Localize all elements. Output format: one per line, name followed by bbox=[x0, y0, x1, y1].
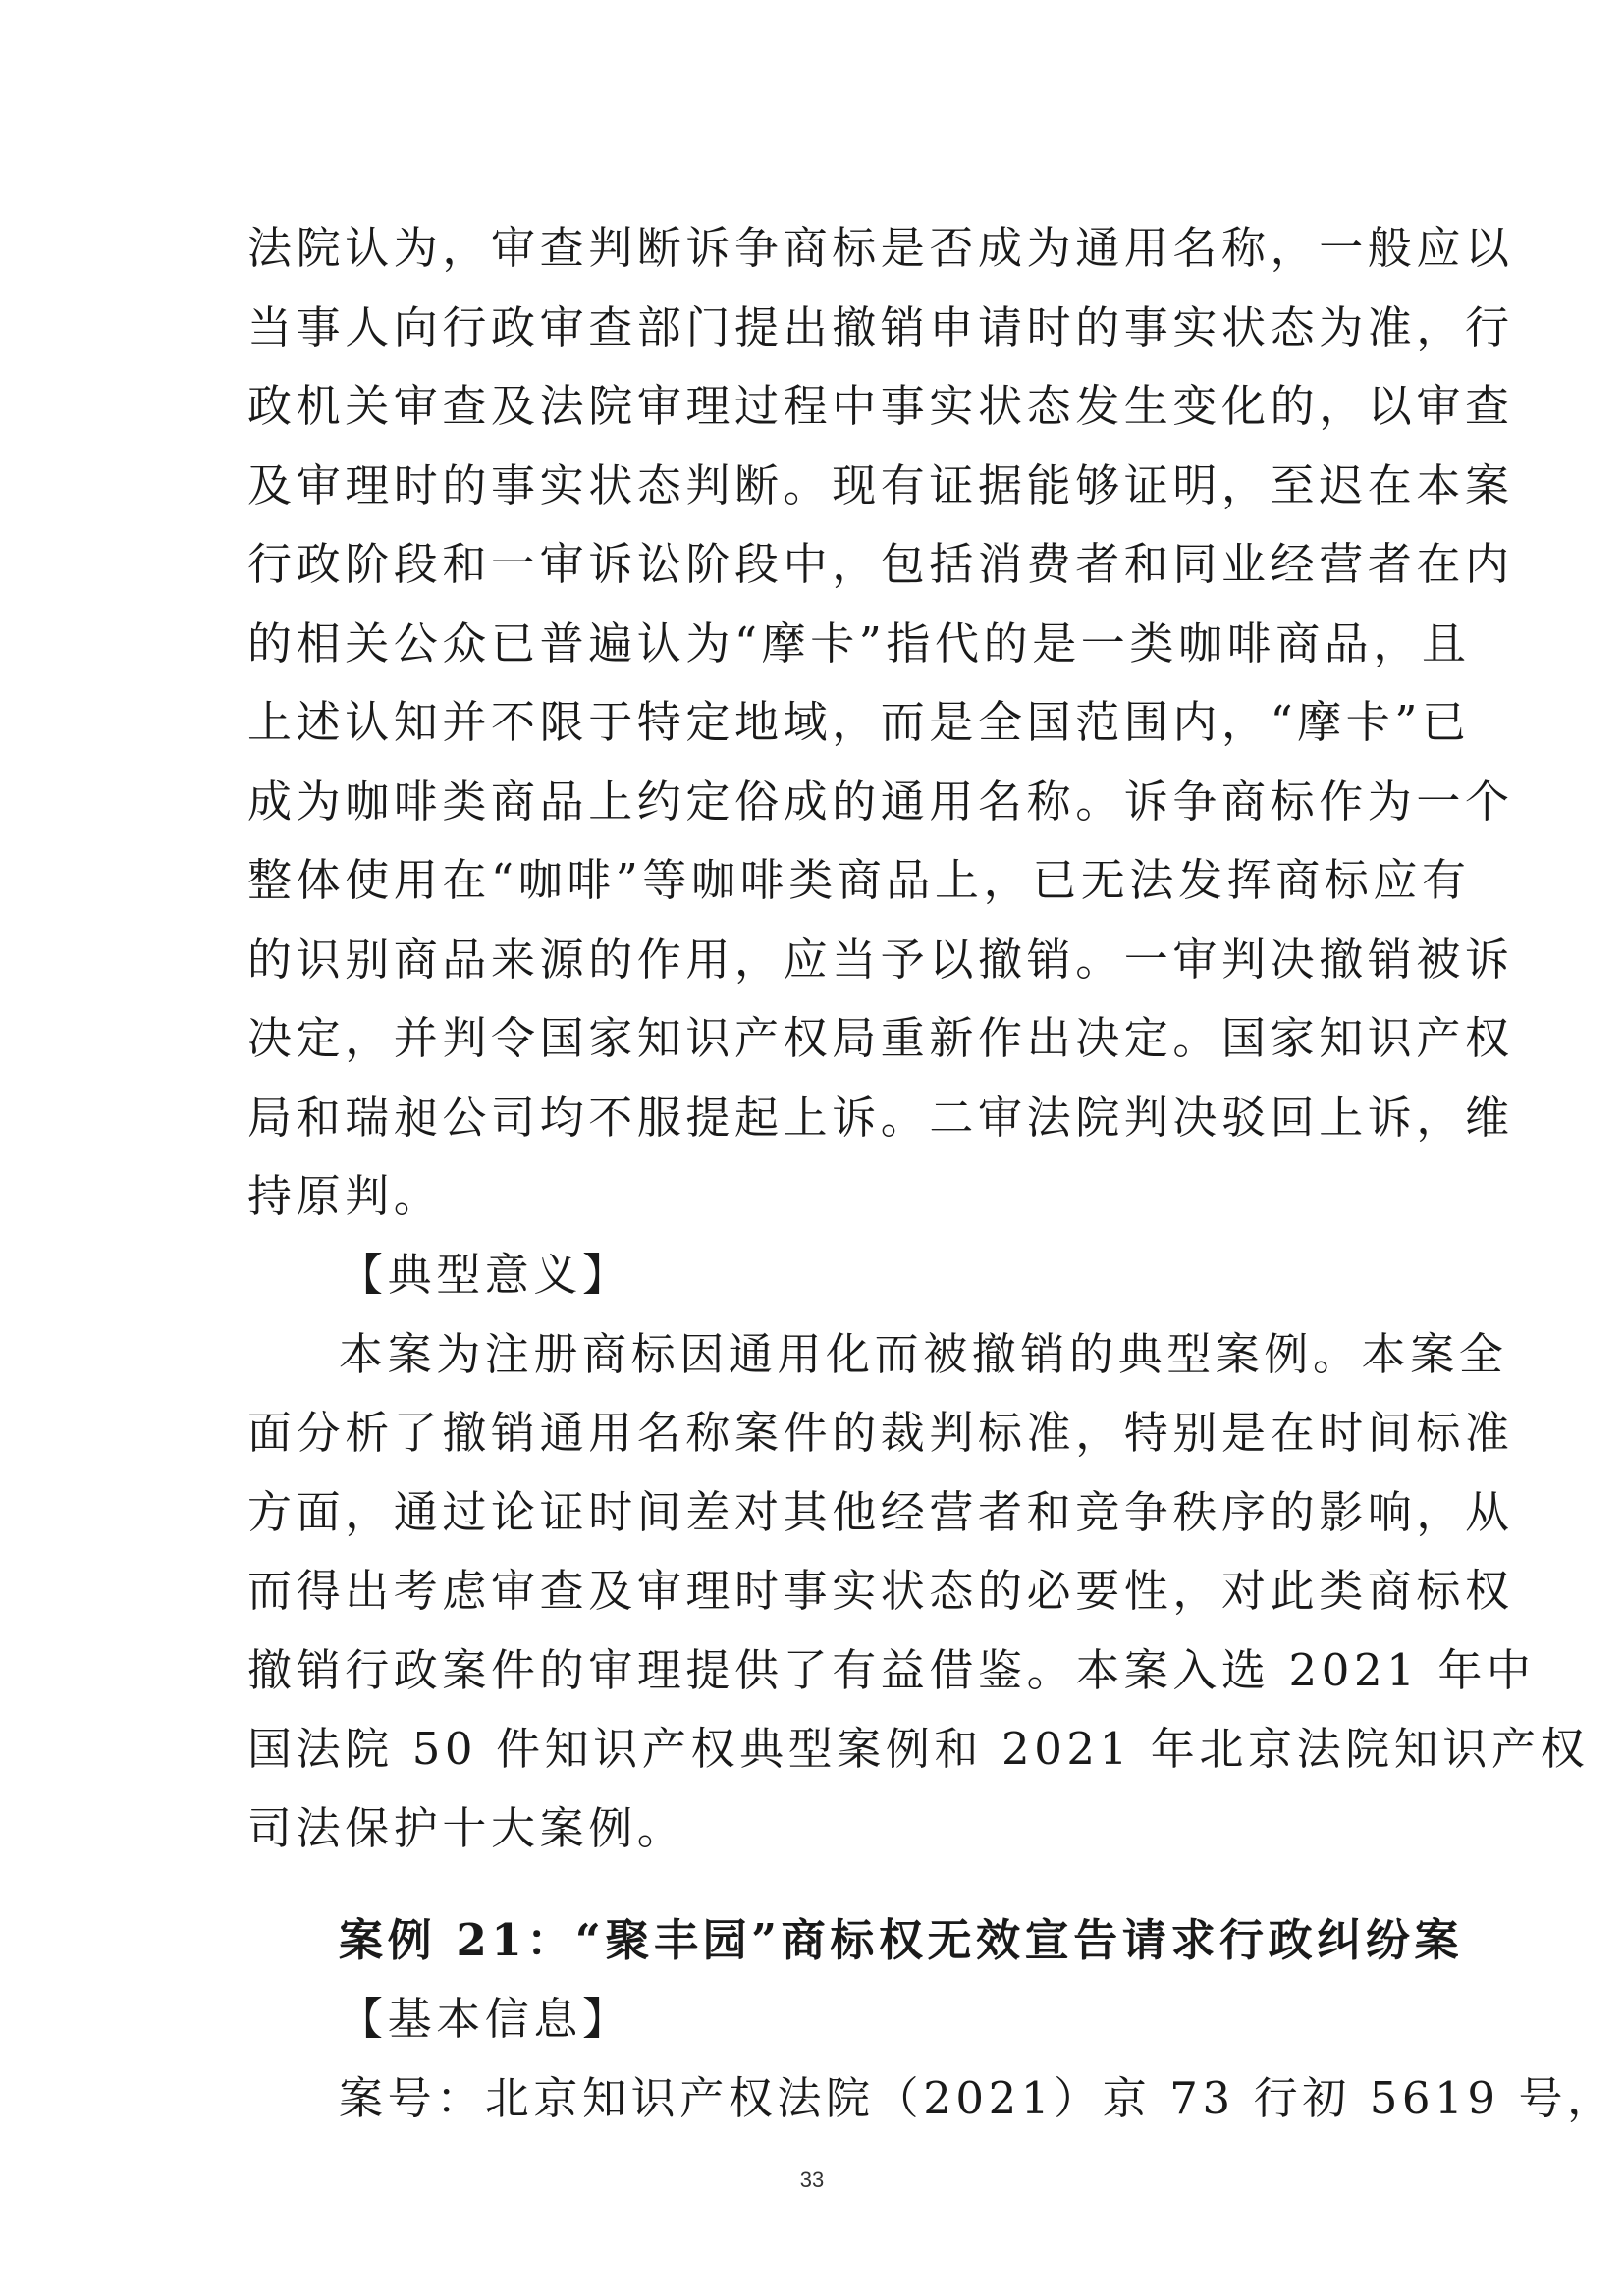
text-line: 面分析了撤销通用名称案件的裁判标准，特别是在时间标准 bbox=[247, 1407, 1514, 1459]
text-line: 行政阶段和一审诉讼阶段中，包括消费者和同业经营者在内 bbox=[247, 538, 1514, 590]
text-line: 司法保护十大案例。 bbox=[247, 1802, 686, 1854]
text-line: 政机关审查及法院审理过程中事实状态发生变化的，以审查 bbox=[247, 380, 1514, 432]
text-line: 成为咖啡类商品上约定俗成的通用名称。诉争商标作为一个 bbox=[247, 775, 1514, 828]
text-line: 方面，通过论证时间差对其他经营者和竞争秩序的影响，从 bbox=[247, 1486, 1514, 1538]
text-line: 的相关公众已普遍认为“摩卡”指代的是一类咖啡商品，且 bbox=[247, 617, 1471, 669]
text-line: 国法院 50 件知识产权典型案例和 2021 年北京法院知识产权 bbox=[247, 1723, 1590, 1775]
text-line: 而得出考虑审查及审理时事实状态的必要性，对此类商标权 bbox=[247, 1565, 1514, 1617]
text-line: 上述认知并不限于特定地域，而是全国范围内，“摩卡”已 bbox=[247, 696, 1471, 748]
page-number: 33 bbox=[799, 2167, 825, 2192]
text-line: 整体使用在“咖啡”等咖啡类商品上，已无法发挥商标应有 bbox=[247, 854, 1471, 906]
case-number-line: 案号：北京知识产权法院（2021）京 73 行初 5619 号， bbox=[339, 2072, 1616, 2124]
text-line: 当事人向行政审查部门提出撤销申请时的事实状态为准，行 bbox=[247, 301, 1514, 353]
text-line: 及审理时的事实状态判断。现有证据能够证明，至迟在本案 bbox=[247, 459, 1514, 511]
text-line: 本案为注册商标因通用化而被撤销的典型案例。本案全 bbox=[339, 1328, 1508, 1380]
text-line: 持原判。 bbox=[247, 1170, 443, 1222]
text-line: 的识别商品来源的作用，应当予以撤销。一审判决撤销被诉 bbox=[247, 934, 1514, 986]
text-line: 局和瑞昶公司均不服提起上诉。二审法院判决驳回上诉，维 bbox=[247, 1092, 1514, 1144]
text-line: 撤销行政案件的审理提供了有益借鉴。本案入选 2021 年中 bbox=[247, 1644, 1536, 1696]
section-heading-basic-info: 【基本信息】 bbox=[339, 1993, 631, 2045]
text-line: 决定，并判令国家知识产权局重新作出决定。国家知识产权 bbox=[247, 1012, 1514, 1064]
text-line: 法院认为，审查判断诉争商标是否成为通用名称，一般应以 bbox=[247, 222, 1514, 274]
section-heading-significance: 【典型意义】 bbox=[339, 1249, 631, 1301]
case-title: 案例 21：“聚丰园”商标权无效宣告请求行政纠纷案 bbox=[339, 1914, 1464, 1966]
